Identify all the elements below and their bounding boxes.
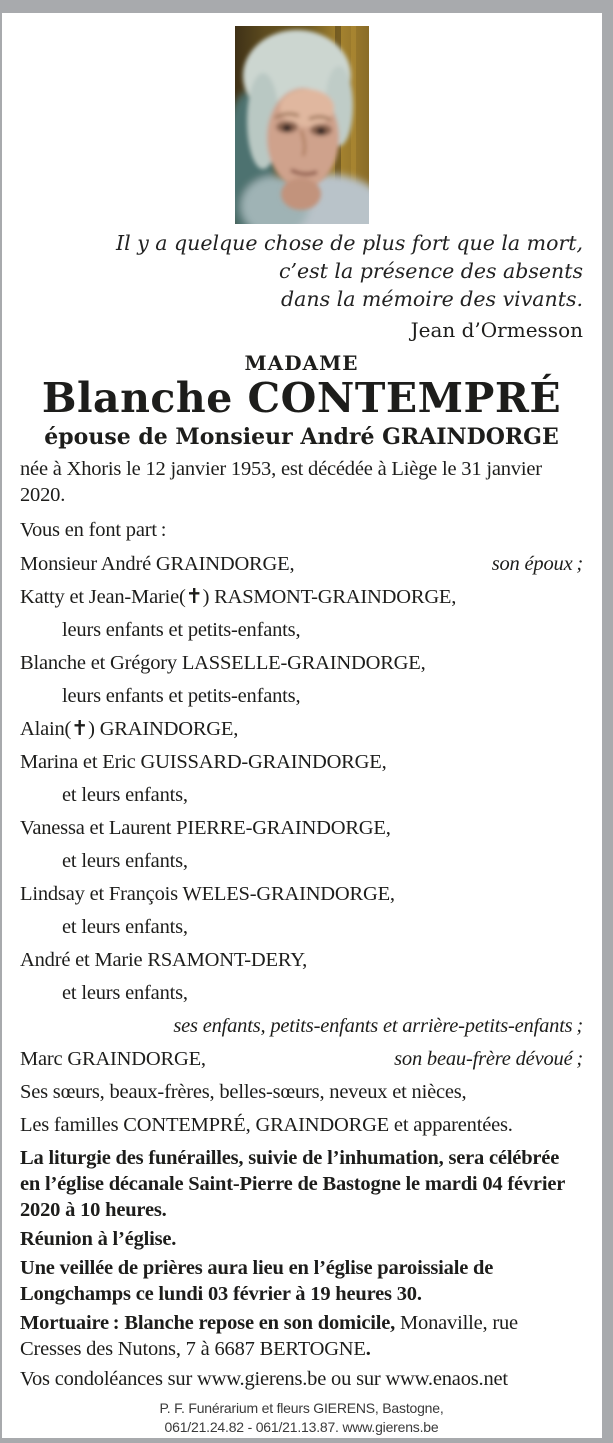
brother-relation: son beau-frère dévoué ; bbox=[394, 1048, 583, 1070]
meeting-line: Réunion à l’église. bbox=[20, 1228, 177, 1250]
intro-paragraph: née à Xhoris le 12 janvier 1953, est décédée à Liège le 31 janvier 2020. bbox=[20, 458, 542, 506]
family-entry-sub: et leurs enfants, bbox=[62, 982, 188, 1004]
family-entry: Lindsay et François WELES-GRAINDORGE, bbox=[20, 883, 395, 905]
family-entry: André et Marie RSAMONT-DERY, bbox=[20, 949, 308, 971]
notice-body bbox=[20, 456, 583, 1393]
families-line: Les familles CONTEMPRÉ, GRAINDORGE et apparentées. bbox=[20, 1114, 513, 1136]
collective-relation: ses enfants, petits-enfants et arrière-petits-enfants ; bbox=[173, 1015, 583, 1037]
family-member-relation: son époux ; bbox=[491, 553, 583, 575]
family-entry-sub: et leurs enfants, bbox=[62, 784, 188, 806]
condolences-line: Vos condoléances sur www.gierens.be ou sur www.enaos.net bbox=[20, 1368, 508, 1390]
mortuary-period: . bbox=[365, 1338, 371, 1360]
mortuary-bold-text: Mortuaire : Blanche repose en son domicile, bbox=[20, 1312, 396, 1334]
family-entry: Marina et Eric GUISSARD-GRAINDORGE, bbox=[20, 751, 387, 773]
family-entry-sub: leurs enfants et petits-enfants, bbox=[62, 619, 301, 641]
family-entry: Blanche et Grégory LASSELLE-GRAINDORGE, bbox=[20, 652, 426, 674]
siblings-line: Ses sœurs, beaux-frères, belles-sœurs, neveux et nièces, bbox=[20, 1081, 467, 1103]
mortuary-address: Monaville, rue Cresses des Nutons, 7 à 6687 BERTOGNE bbox=[20, 1312, 518, 1360]
portrait-photo bbox=[235, 26, 369, 224]
family-list bbox=[20, 551, 583, 1007]
quote-author: Jean d’Ormesson bbox=[410, 318, 583, 342]
family-entry bbox=[20, 551, 583, 578]
salutation: MADAME bbox=[244, 351, 359, 375]
quote-line-3: dans la mémoire des vivants. bbox=[281, 287, 583, 311]
brother-entry bbox=[20, 1046, 583, 1073]
deceased-name: Blanche CONTEMPRÉ bbox=[41, 374, 562, 422]
death-notice-card bbox=[2, 13, 602, 1438]
family-entry: Alain(✝) GRAINDORGE, bbox=[20, 718, 239, 740]
quote-line-2: c’est la présence des absents bbox=[279, 259, 583, 283]
family-entry-sub: et leurs enfants, bbox=[62, 850, 188, 872]
announce-label: Vous en font part : bbox=[20, 519, 167, 541]
mortuary-paragraph bbox=[20, 1310, 583, 1362]
quote-line-1: Il y a quelque chose de plus fort que la mort, bbox=[116, 231, 583, 255]
family-entry: Vanessa et Laurent PIERRE-GRAINDORGE, bbox=[20, 817, 391, 839]
funeral-home-contact: 061/21.24.82 - 061/21.13.87. www.gierens.be bbox=[164, 1419, 439, 1435]
memorial-quote bbox=[20, 229, 583, 313]
liturgy-paragraph: La liturgie des funérailles, suivie de l’inhumation, sera célébrée en l’église décanale Saint-Pierre de Bastogne le mardi 04 février 2020 à 10 heures. bbox=[20, 1147, 565, 1221]
family-entry-sub: et leurs enfants, bbox=[62, 916, 188, 938]
family-member-name: Monsieur André GRAINDORGE, bbox=[20, 553, 295, 575]
funeral-home-footer bbox=[20, 1399, 583, 1437]
family-entry: Katty et Jean-Marie(✝) RASMONT-GRAINDORGE, bbox=[20, 586, 457, 608]
brother-name: Marc GRAINDORGE, bbox=[20, 1048, 206, 1070]
vigil-paragraph: Une veillée de prières aura lieu en l’église paroissiale de Longchamps ce lundi 03 février à 19 heures 30. bbox=[20, 1257, 494, 1305]
portrait-photo-art bbox=[235, 26, 369, 224]
family-entry-sub: leurs enfants et petits-enfants, bbox=[62, 685, 301, 707]
funeral-home-name: P. F. Funérarium et fleurs GIERENS, Bastogne, bbox=[159, 1400, 444, 1416]
spouse-line: épouse de Monsieur André GRAINDORGE bbox=[44, 424, 559, 450]
